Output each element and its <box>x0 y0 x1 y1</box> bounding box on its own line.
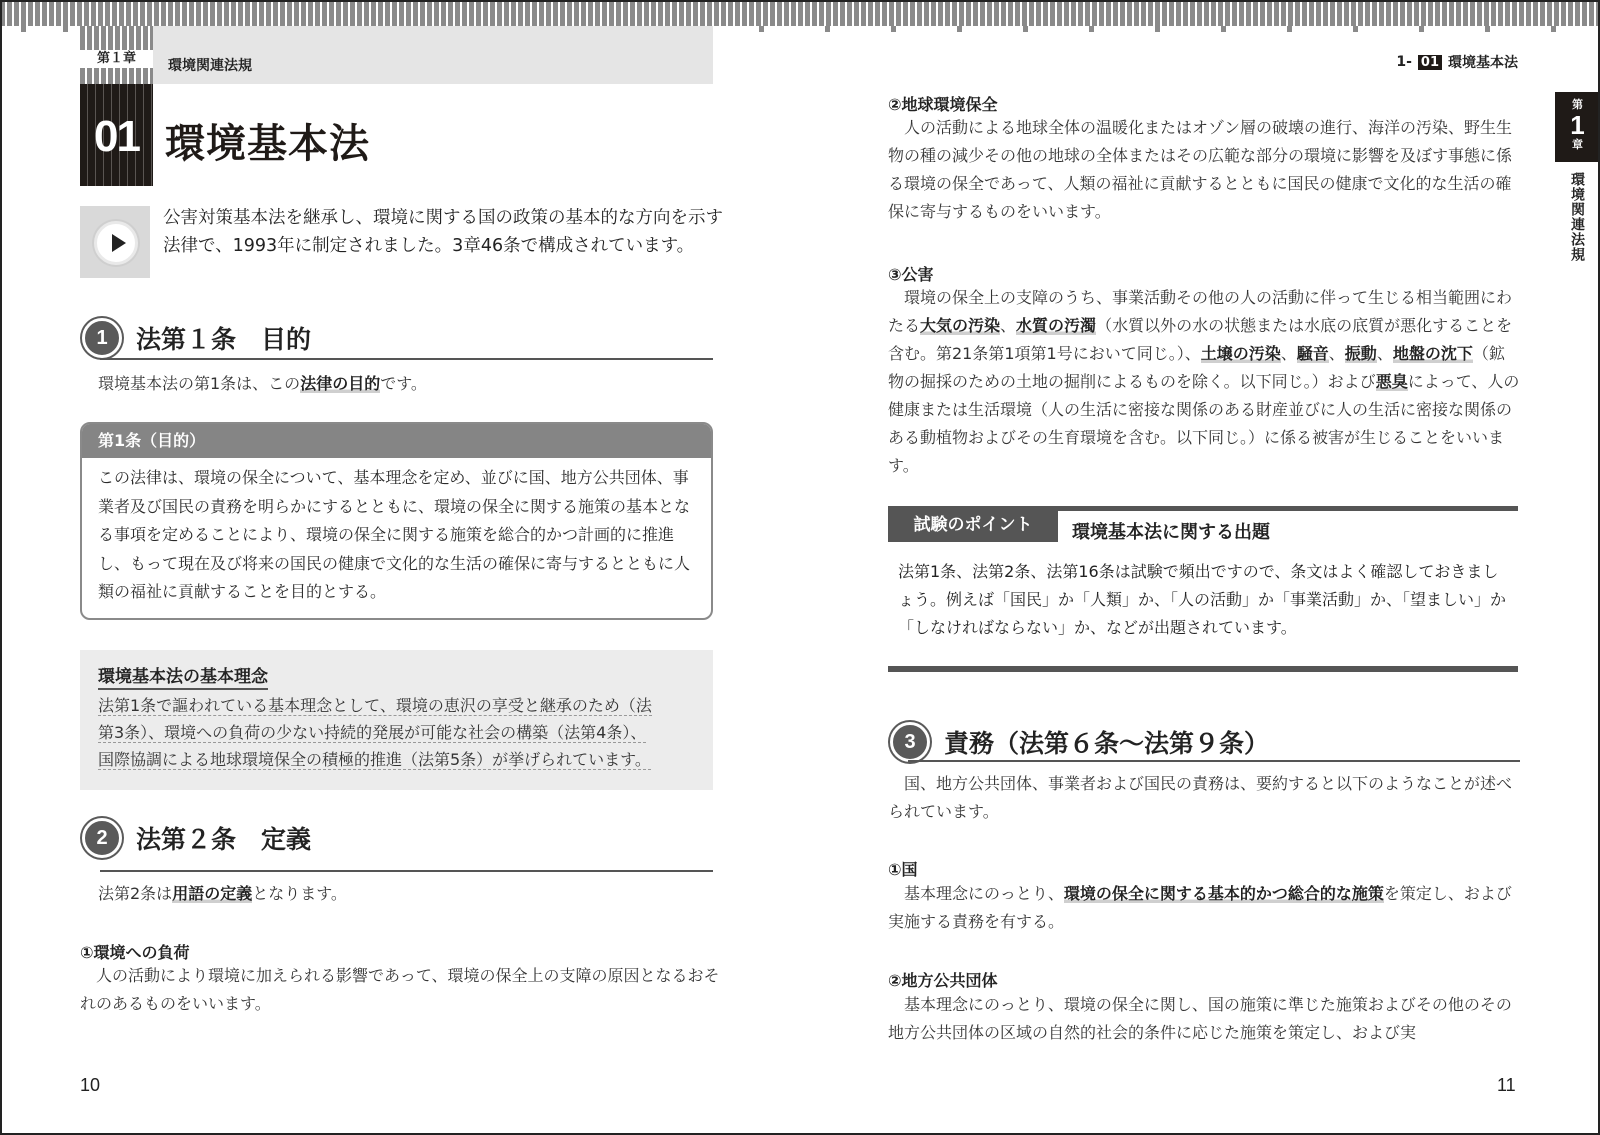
heading-article-1 <box>82 318 311 358</box>
duty-1-text: 基本理念にのっとり、環境の保全に関する基本的かつ総合的な施策を策定し、および実施する責務を有する。 <box>888 884 1512 931</box>
duties-intro: 国、地方公共団体、事業者および国民の責務は、要約すると以下のようなことが述べられています。 <box>888 774 1513 821</box>
heading-article-2 <box>82 818 311 858</box>
exam-point-title: 環境基本法に関する出題 <box>1072 522 1270 543</box>
article-2-intro: 法第2条は用語の定義となります。 <box>98 884 347 903</box>
definition-2-text: 人の活動による地球全体の温暖化またはオゾン層の破壊の進行、海洋の汚染、野生生物の種の減少その他の地球の全体またはその広範な部分の環境に影響を及ぼす事態に係る環境の保全であって、人類の福祉に貢献するとともに国民の健康で文化的な生活の確保に寄与するものをいいます。 <box>888 118 1513 221</box>
exam-point-box <box>888 506 1518 672</box>
running-head: 1- 01 環境基本法 <box>1396 54 1518 71</box>
article-1-heading: 第1条（目的） <box>82 424 711 458</box>
section-title: 環境基本法 <box>165 121 370 167</box>
duty-2-text: 基本理念にのっとり、環境の保全に関し、国の施策に準じた施策およびその他のその地方公共団体の区域の自然的社会的条件に応じた施策を策定し、および実 <box>888 995 1512 1042</box>
exam-point-text: 法第1条、法第2条、法第16条は試験で頻出ですので、条文はよく確認しておきましょう。例えば「国民」か「人類」か、「人の活動」か「事業活動」か、「望ましい」か「しなければならない」か、などが出題されています。 <box>898 562 1507 637</box>
chapter-side-tab: 第 1 章 <box>1555 92 1600 162</box>
heading-rule <box>908 760 1520 762</box>
heading-text: 責務（法第６条～法第９条） <box>944 729 1270 758</box>
article-1-intro: 環境基本法の第1条は、この法律の目的です。 <box>98 374 427 393</box>
page-number-left: 10 <box>80 1075 101 1095</box>
summary-marker <box>80 206 150 278</box>
running-head-title: 環境基本法 <box>1448 55 1518 71</box>
key-term: 環境の保全に関する基本的かつ総合的な施策 <box>1063 884 1384 903</box>
chapter-title: 環境関連法規 <box>168 58 252 74</box>
exam-point-label: 試験のポイント <box>888 508 1058 542</box>
running-head-number: 01 <box>1418 55 1442 70</box>
definition-1-text: 人の活動により環境に加えられる影響であって、環境の保全上の支障の原因となるおそれのあるものをいいます。 <box>80 966 720 1013</box>
section-number: 01 <box>94 112 139 161</box>
definition-1-heading: ①環境への負荷 <box>80 943 190 962</box>
number-badge: 3 <box>890 722 930 762</box>
chapter-label: 第１章 <box>80 50 153 68</box>
heading-text: 法第１条 目的 <box>136 325 312 354</box>
key-term: 用語の定義 <box>172 884 253 903</box>
section-intro: 公害対策基本法を継承し、環境に関する国の政策の基本的な方向を示す法律で、1993年に制定されました。3章46条で構成されています。 <box>163 208 723 256</box>
basic-principles-box <box>80 650 713 790</box>
article-1-text: この法律は、環境の保全について、基本理念を定め、並びに国、地方公共団体、事業者及び国民の責務を明らかにするとともに、環境の保全に関する施策の基本となる事項を定めることにより、環境の保全に関する施策を総合的かつ計画的に推進し、もって現在及び将来の国民の健康で文化的な生活の確保に寄与するとともに人類の福祉に貢献することを目的とする。 <box>98 468 691 601</box>
play-icon <box>112 234 126 252</box>
heading-text: 法第２条 定義 <box>136 825 312 854</box>
number-badge: 1 <box>82 318 122 358</box>
heading-rule <box>100 358 713 360</box>
chapter-side-title: 環境関連法規 <box>1569 172 1585 262</box>
heading-duties <box>890 722 1269 762</box>
duty-1-heading: ①国 <box>888 860 918 879</box>
play-icon-circle <box>94 221 138 265</box>
exam-point-bottom-rule <box>888 666 1518 672</box>
duty-2-heading: ②地方公共団体 <box>888 971 998 990</box>
chapter-label-box <box>80 26 153 84</box>
definition-2-heading: ②地球環境保全 <box>888 95 998 114</box>
basic-principles-title: 環境基本法の基本理念 <box>98 662 268 690</box>
key-term: 法律の目的 <box>300 374 381 393</box>
page-number-right: 11 <box>1497 1075 1516 1095</box>
definition-3-text: 環境の保全上の支障のうち、事業活動その他の人の活動に伴って生じる相当範囲にわたる大気の汚染、水質の汚濁（水質以外の水の状態または水底の底質が悪化することを含む。第21条第1項第1号において同じ。）、土壌の汚染、騒音、振動、地盤の沈下（鉱物の掘採のための土地の掘削によるものを除く。以下同じ。）および悪臭によって、人の健康または生活環境（人の生活に密接な関係のある財産並びに人の生活に密接な関係のある動植物およびその生育環境を含む。以下同じ。）に係る被害が生じることをいいます。 <box>888 288 1520 475</box>
definition-3-heading: ③公害 <box>888 265 934 284</box>
section-number-box <box>80 84 153 186</box>
basic-principles-text: 法第1条で謳われている基本理念として、環境の恵沢の享受と継承のため（法 第3条）、環境への負荷の少ない持続的発展が可能な社会の構築（法第4条）、 国際協調による地球環境保全の積極的推進（法第5条）が挙げられています。 <box>98 696 652 769</box>
heading-rule <box>100 870 713 872</box>
number-badge: 2 <box>82 818 122 858</box>
article-1-box <box>80 422 713 620</box>
